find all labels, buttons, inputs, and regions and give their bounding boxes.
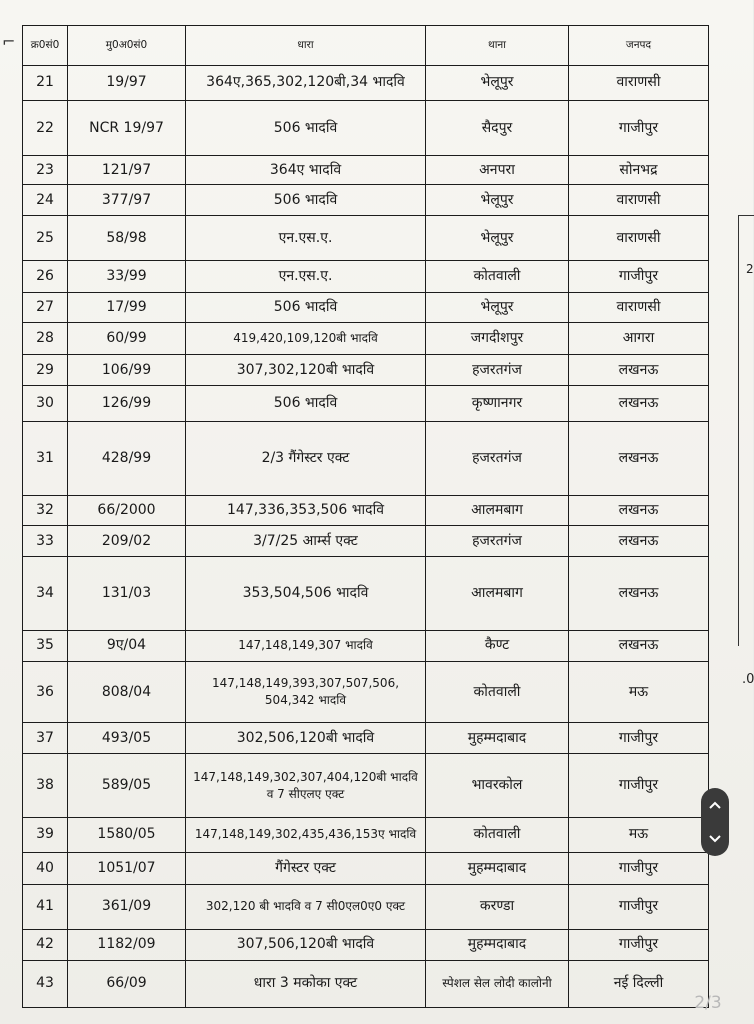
cell-section: एन.एस.ए.	[186, 261, 426, 293]
cell-sno: 24	[23, 185, 68, 216]
cell-district: मऊ	[569, 661, 709, 723]
cell-district: वाराणसी	[569, 185, 709, 216]
cell-case-no: 19/97	[68, 66, 186, 101]
table-row	[23, 292, 709, 322]
table-row	[23, 556, 709, 630]
cell-police-station: मुहम्मदाबाद	[426, 929, 569, 960]
table-row	[23, 661, 709, 723]
cell-sno: 39	[23, 817, 68, 852]
cell-district: गाजीपुर	[569, 929, 709, 960]
cell-case-no: 60/99	[68, 322, 186, 354]
cell-district: मऊ	[569, 817, 709, 852]
table-row	[23, 526, 709, 557]
cell-district: गाजीपुर	[569, 884, 709, 929]
table-row	[23, 496, 709, 526]
cell-case-no: 1051/07	[68, 852, 186, 884]
cell-section: एन.एस.ए.	[186, 215, 426, 260]
cell-section: 147,148,149,307 भादवि	[186, 630, 426, 661]
cell-case-no: 589/05	[68, 754, 186, 818]
cell-sno: 40	[23, 852, 68, 884]
cell-section: 2/3 गैंगेस्टर एक्ट	[186, 422, 426, 496]
case-table-wrapper	[22, 25, 708, 1008]
cell-section: 307,506,120बी भादवि	[186, 929, 426, 960]
cell-police-station: हजरतगंज	[426, 422, 569, 496]
cell-police-station: जगदीशपुर	[426, 322, 569, 354]
table-row	[23, 723, 709, 754]
cell-police-station: अनपरा	[426, 156, 569, 185]
cell-case-no: 66/09	[68, 960, 186, 1007]
cell-section: 147,148,149,393,307,507,506, 504,342 भादवि	[186, 661, 426, 723]
cell-case-no: 106/99	[68, 354, 186, 386]
cell-sno: 28	[23, 322, 68, 354]
cell-case-no: 209/02	[68, 526, 186, 557]
cell-sno: 34	[23, 556, 68, 630]
cell-sno: 36	[23, 661, 68, 723]
table-row	[23, 386, 709, 422]
table-row	[23, 817, 709, 852]
cell-case-no: NCR 19/97	[68, 100, 186, 155]
cell-sno: 42	[23, 929, 68, 960]
chevron-down-icon[interactable]	[708, 834, 722, 844]
cell-section: धारा 3 मकोका एक्ट	[186, 960, 426, 1007]
cell-district: लखनऊ	[569, 630, 709, 661]
table-row	[23, 929, 709, 960]
cell-sno: 25	[23, 215, 68, 260]
cell-district: लखनऊ	[569, 354, 709, 386]
cell-sno: 41	[23, 884, 68, 929]
cell-police-station: आलमबाग	[426, 496, 569, 526]
cell-case-no: 17/99	[68, 292, 186, 322]
page-indicator: 2/3	[694, 993, 722, 1013]
cell-district: सोनभद्र	[569, 156, 709, 185]
table-row	[23, 960, 709, 1007]
cell-case-no: 361/09	[68, 884, 186, 929]
cell-sno: 30	[23, 386, 68, 422]
cell-sno: 22	[23, 100, 68, 155]
cell-police-station: कैण्ट	[426, 630, 569, 661]
table-row	[23, 884, 709, 929]
header-section: धारा	[186, 26, 426, 66]
cell-sno: 32	[23, 496, 68, 526]
cell-case-no: 1580/05	[68, 817, 186, 852]
cell-police-station: भेलूपुर	[426, 215, 569, 260]
margin-mark: ⌐	[2, 32, 16, 51]
cell-police-station: कोतवाली	[426, 817, 569, 852]
cell-district: गाजीपुर	[569, 754, 709, 818]
cell-sno: 43	[23, 960, 68, 1007]
cell-case-no: 808/04	[68, 661, 186, 723]
cell-sno: 38	[23, 754, 68, 818]
cell-section: 147,148,149,302,435,436,153ए भादवि	[186, 817, 426, 852]
cell-sno: 21	[23, 66, 68, 101]
cell-police-station: करण्डा	[426, 884, 569, 929]
cell-district: वाराणसी	[569, 66, 709, 101]
header-case-no: मु0अ0सं0	[68, 26, 186, 66]
cell-section: 307,302,120बी भादवि	[186, 354, 426, 386]
cell-sno: 33	[23, 526, 68, 557]
cell-case-no: 121/97	[68, 156, 186, 185]
cell-case-no: 66/2000	[68, 496, 186, 526]
table-row	[23, 630, 709, 661]
cell-case-no: 126/99	[68, 386, 186, 422]
cell-case-no: 9ए/04	[68, 630, 186, 661]
cell-section: 364ए,365,302,120बी,34 भादवि	[186, 66, 426, 101]
table-row	[23, 754, 709, 818]
table-row	[23, 354, 709, 386]
table-row	[23, 66, 709, 101]
cell-section: 302,120 बी भादवि व 7 सी0एल0ए0 एक्ट	[186, 884, 426, 929]
cell-district: लखनऊ	[569, 496, 709, 526]
adjacent-page-fragment: .0	[742, 672, 754, 687]
cell-sno: 27	[23, 292, 68, 322]
cell-case-no: 58/98	[68, 215, 186, 260]
cell-section: 506 भादवि	[186, 386, 426, 422]
page-scroll-control[interactable]	[701, 788, 729, 856]
cell-police-station: कृष्णानगर	[426, 386, 569, 422]
cell-district: गाजीपुर	[569, 261, 709, 293]
table-row	[23, 215, 709, 260]
header-police-station: थाना	[426, 26, 569, 66]
cell-section: 147,148,149,302,307,404,120बी भादवि व 7 सीएलए एक्ट	[186, 754, 426, 818]
cell-sno: 23	[23, 156, 68, 185]
cell-section: गैंगेस्टर एक्ट	[186, 852, 426, 884]
cell-case-no: 1182/09	[68, 929, 186, 960]
cell-sno: 26	[23, 261, 68, 293]
table-row	[23, 261, 709, 293]
cell-district: वाराणसी	[569, 215, 709, 260]
cell-police-station: सैदपुर	[426, 100, 569, 155]
cell-case-no: 377/97	[68, 185, 186, 216]
cell-police-station: भावरकोल	[426, 754, 569, 818]
cell-sno: 31	[23, 422, 68, 496]
cell-police-station: कोतवाली	[426, 261, 569, 293]
adjacent-page-number: 2	[746, 262, 754, 276]
cell-sno: 37	[23, 723, 68, 754]
cell-district: लखनऊ	[569, 556, 709, 630]
cell-district: लखनऊ	[569, 422, 709, 496]
chevron-up-icon[interactable]	[708, 800, 722, 810]
cell-case-no: 131/03	[68, 556, 186, 630]
cell-section: 302,506,120बी भादवि	[186, 723, 426, 754]
cell-police-station: मुहम्मदाबाद	[426, 852, 569, 884]
cell-police-station: भेलूपुर	[426, 185, 569, 216]
table-row	[23, 100, 709, 155]
cell-sno: 35	[23, 630, 68, 661]
table-row	[23, 422, 709, 496]
cell-police-station: हजरतगंज	[426, 354, 569, 386]
cell-sno: 29	[23, 354, 68, 386]
cell-district: गाजीपुर	[569, 852, 709, 884]
cell-district: लखनऊ	[569, 526, 709, 557]
cell-section: 506 भादवि	[186, 185, 426, 216]
cell-district: नई दिल्ली	[569, 960, 709, 1007]
cell-police-station: आलमबाग	[426, 556, 569, 630]
cell-district: वाराणसी	[569, 292, 709, 322]
cell-police-station: भेलूपुर	[426, 292, 569, 322]
cell-district: आगरा	[569, 322, 709, 354]
cell-police-station: हजरतगंज	[426, 526, 569, 557]
case-table	[22, 25, 709, 1008]
table-row	[23, 185, 709, 216]
header-sno: क्र0सं0	[23, 26, 68, 66]
cell-section: 3/7/25 आर्म्स एक्ट	[186, 526, 426, 557]
cell-police-station: भेलूपुर	[426, 66, 569, 101]
table-header-row	[23, 26, 709, 66]
cell-district: लखनऊ	[569, 386, 709, 422]
cell-district: गाजीपुर	[569, 723, 709, 754]
cell-case-no: 493/05	[68, 723, 186, 754]
cell-section: 353,504,506 भादवि	[186, 556, 426, 630]
table-row	[23, 322, 709, 354]
cell-section: 364ए भादवि	[186, 156, 426, 185]
cell-section: 419,420,109,120बी भादवि	[186, 322, 426, 354]
cell-section: 506 भादवि	[186, 100, 426, 155]
cell-police-station: स्पेशल सेल लोदी कालोनी	[426, 960, 569, 1007]
cell-section: 506 भादवि	[186, 292, 426, 322]
cell-police-station: कोतवाली	[426, 661, 569, 723]
adjacent-page-edge	[738, 215, 754, 646]
cell-section: 147,336,353,506 भादवि	[186, 496, 426, 526]
table-row	[23, 156, 709, 185]
cell-case-no: 428/99	[68, 422, 186, 496]
header-district: जनपद	[569, 26, 709, 66]
cell-police-station: मुहम्मदाबाद	[426, 723, 569, 754]
cell-district: गाजीपुर	[569, 100, 709, 155]
table-row	[23, 852, 709, 884]
cell-case-no: 33/99	[68, 261, 186, 293]
